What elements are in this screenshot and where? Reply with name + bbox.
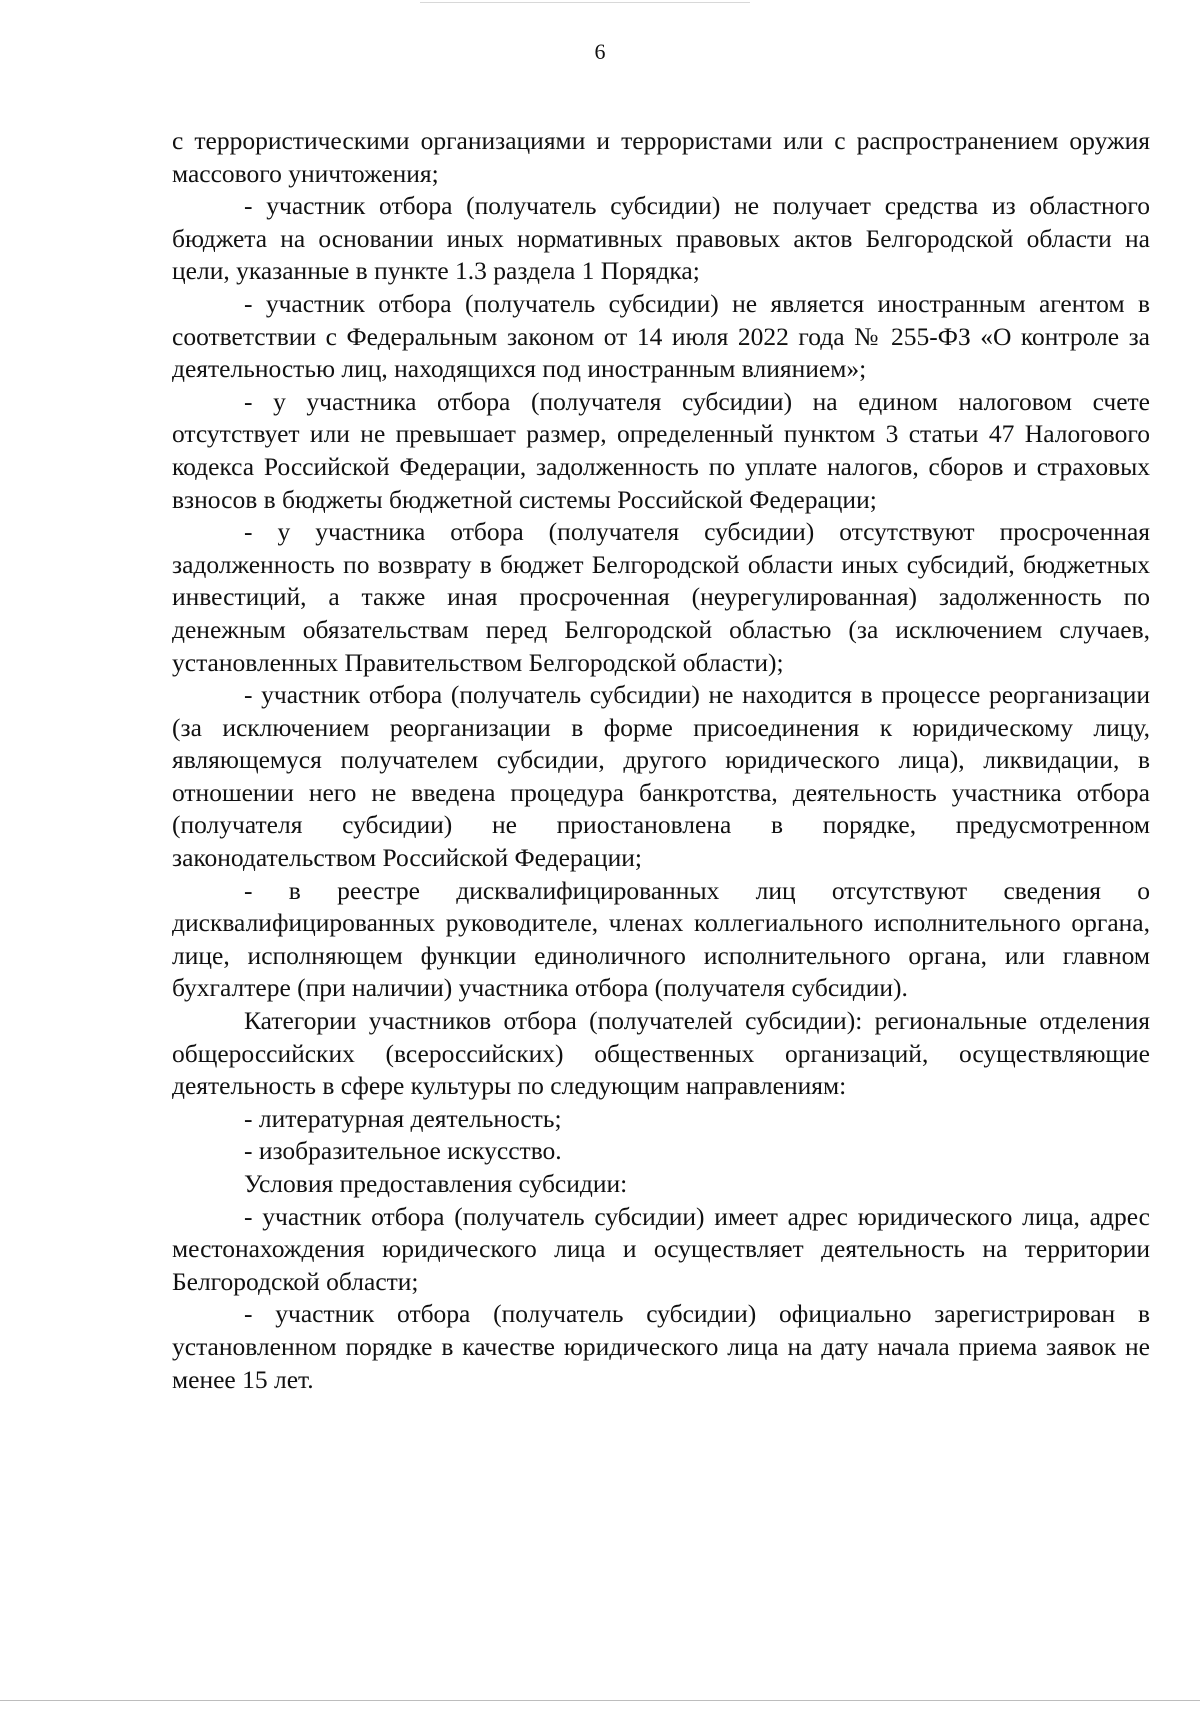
paragraph-no-other-budget-funds: - участник отбора (получатель субсидии) не получает средства из областного бюджета на основании иных нормативных правовых актов Белгородской области на цели, указанные в пункте 1.3 раздела 1 Порядка; [172, 191, 1150, 286]
paragraph-conditions-heading: Условия предоставления субсидии: [244, 1169, 628, 1198]
paragraph-disqualified-persons: - в реестре дисквалифицированных лиц отсутствуют сведения о дисквалифицированных руководителе, членах коллегиального исполнительного органа, лице, исполняющем функции единоличного исполнительного органа, или главном бухгалтере (при наличии) участника отбора (получателя субсидии). [172, 875, 1150, 1003]
page-number: 6 [594, 39, 606, 64]
paragraph-tax-debt: - у участника отбора (получателя субсидии) на едином налоговом счете отсутствует или не превышает размер, определенный пунктом 3 статьи 47 Налогового кодекса Российской Федерации, задолженность по уплате налогов, сборов и страховых взносов в бюджеты бюджетной системы Российской Федерации; [172, 386, 1150, 514]
scan-edge-top [420, 2, 750, 3]
paragraph-not-foreign-agent: - участник отбора (получатель субсидии) не является иностранным агентом в соответствии с Федеральным законом от 14 июля 2022 года № 255-ФЗ «О контроле за деятельностью лиц, находящихся под иностранным влиянием»; [172, 288, 1150, 384]
paragraph-legal-address: - участник отбора (получатель субсидии) имеет адрес юридического лица, адрес местонахождения юридического лица и осуществляет деятельность на территории Белгородской области; [172, 1201, 1150, 1296]
document-body [172, 125, 1150, 1396]
list-item-fine-arts: - изобразительное искусство. [244, 1136, 562, 1166]
list-item-literary: - литературная деятельность; [244, 1103, 562, 1133]
paragraph-overdue-debt: - у участника отбора (получателя субсидии) отсутствуют просроченная задолженность по возврату в бюджет Белгородской области иных субсидий, бюджетных инвестиций, а также иная просроченная (неурегулированная) задолженность по денежным обязательствам перед Белгородской областью (за исключением случаев, установленных Правительством Белгородской области); [172, 517, 1150, 677]
paragraph-registration-period: - участник отбора (получатель субсидии) официально зарегистрирован в установленном порядке в качестве юридического лица на дату начала приема заявок не менее 15 лет. [172, 1299, 1150, 1394]
paragraph-continuation: с террористическими организациями и террористами или с распространением оружия массового уничтожения; [172, 126, 1150, 188]
paragraph-participant-categories: Категории участников отбора (получателей субсидии): региональные отделения общероссийских (всероссийских) общественных организаций, осуществляющие деятельность в сфере культуры по следующим направлениям: [172, 1006, 1150, 1101]
scan-edge-bottom [0, 1700, 1200, 1701]
paragraph-reorganization: - участник отбора (получатель субсидии) не находится в процессе реорганизации (за исключением реорганизации в форме присоединения к юридическому лицу, являющемуся получателем субсидии, другого юридического лица), ликвидации, в отношении него не введена процедура банкротства, деятельность участника отбора (получателя субсидии) не приостановлена в порядке, предусмотренном законодательством Российской Федерации; [172, 680, 1150, 873]
